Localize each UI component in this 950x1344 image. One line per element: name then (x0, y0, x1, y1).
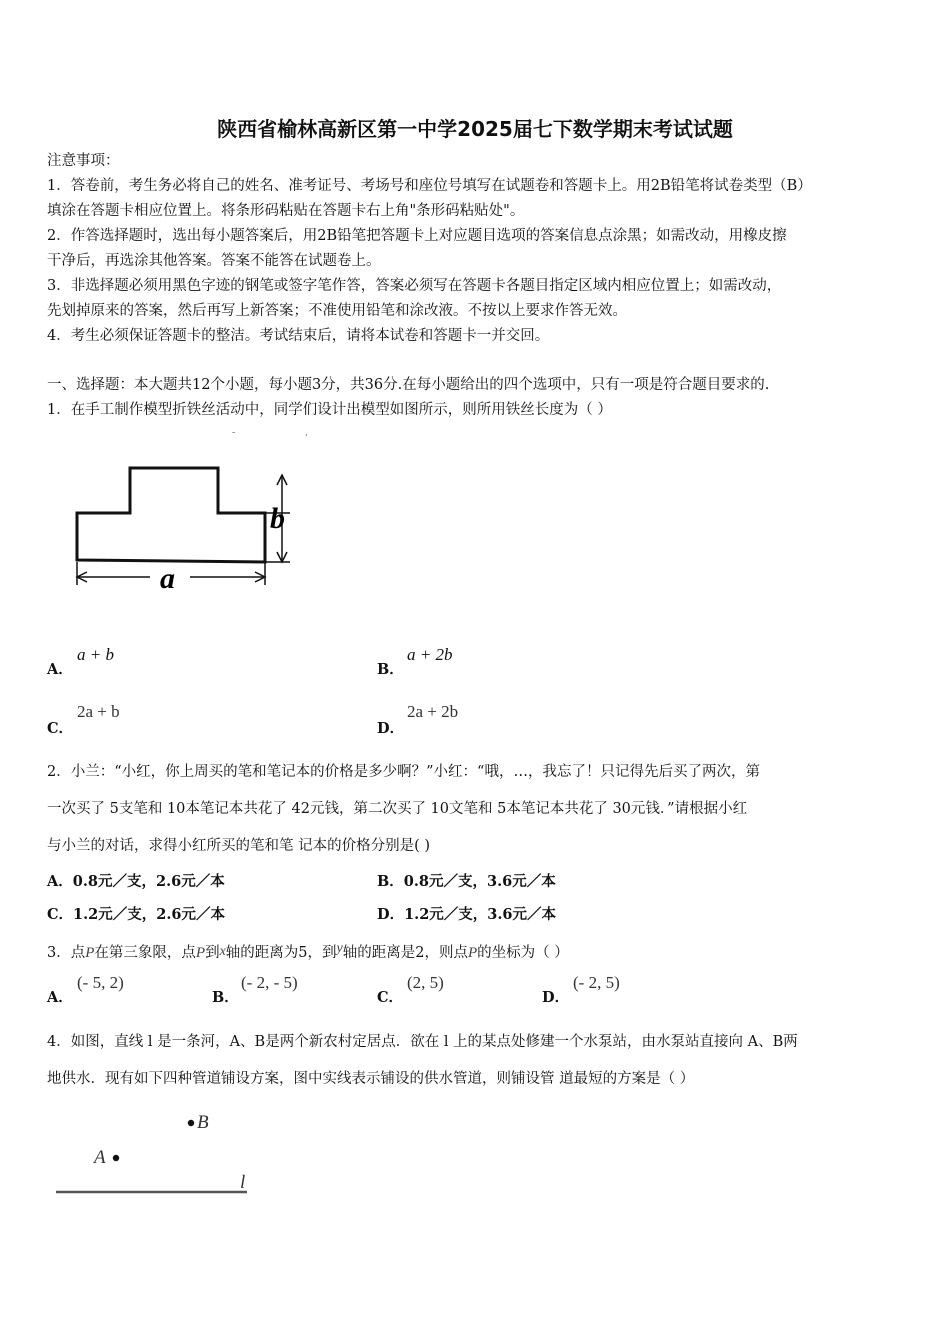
q3-option-b[interactable]: (- 2, - 5) (241, 973, 298, 992)
q1-option-b[interactable]: a + 2b (407, 645, 453, 664)
q2-option-c[interactable]: C．1.2元／支，2.6元／本 (47, 906, 225, 923)
q4-label-l: l (240, 1172, 246, 1193)
q2-stem-line-1: 2．小兰：“小红，你上周买的笔和笔记本的价格是多少啊？”小红：“哦，…，我忘了！只记得先后买了两次，第 (47, 764, 760, 780)
notice-line-1a: 1．答卷前，考生务必将自己的姓名、准考证号、考场号和座位号填写在试题卷和答题卡上。用2B铅笔将试卷类型（B） (47, 178, 812, 194)
section-heading: 一、选择题：本大题共12个小题，每小题3分，共36分.在每小题给出的四个选项中，只有一项是符合题目要求的. (47, 377, 770, 393)
q2-option-a[interactable]: A．0.8元／支，2.6元／本 (47, 873, 225, 890)
q4-figure (50, 1100, 260, 1205)
notice-line-1b: 填涂在答题卡相应位置上。将条形码粘贴在答题卡右上角"条形码粘贴处"。 (47, 203, 525, 219)
q4-stem-line-1: 4．如图，直线 l 是一条河，A、B是两个新农村定居点．欲在 l 上的某点处修建一个水泵站，由水泵站直接向 A、B两 (47, 1034, 798, 1050)
q3-option-c[interactable]: (2, 5) (407, 973, 444, 992)
q1-shape-outline (77, 468, 265, 562)
q1-option-a[interactable]: a + b (77, 645, 114, 664)
q4-label-a: A (94, 1147, 106, 1168)
q1-option-b-letter: B． (377, 661, 404, 678)
q3-option-d[interactable]: (- 2, 5) (573, 973, 620, 992)
q1-figure (60, 425, 320, 600)
q1-option-a-letter: A． (47, 661, 73, 678)
q1-option-d[interactable]: 2a + 2b (407, 702, 459, 721)
svg-text:-: - (232, 427, 236, 438)
page-title: 陕西省榆林高新区第一中学2025届七下数学期末考试试题 (217, 117, 733, 141)
q1-option-c-letter: C． (47, 720, 74, 737)
q3-option-c-letter: C． (377, 989, 404, 1006)
q3-option-d-letter: D． (542, 989, 570, 1006)
q2-option-d[interactable]: D．1.2元／支，3.6元／本 (377, 906, 557, 923)
q1-label-a: a (160, 562, 175, 595)
notice-line-4: 4．考生必须保证答题卡的整洁。考试结束后，请将本试卷和答题卡一并交回。 (47, 328, 550, 344)
q1-option-d-letter: D． (377, 720, 405, 737)
q1-option-c[interactable]: 2a + b (77, 702, 120, 721)
notice-line-2a: 2．作答选择题时，选出每小题答案后，用2B铅笔把答题卡上对应题目选项的答案信息点涂黑；如需改动，用橡皮擦 (47, 228, 787, 244)
q4-point-a (113, 1155, 119, 1161)
q3-option-a-letter: A． (47, 989, 73, 1006)
notice-heading: 注意事项： (47, 153, 120, 169)
notice-line-3b: 先划掉原来的答案，然后再写上新答案；不准使用铅笔和涂改液。不按以上要求作答无效。 (47, 303, 627, 319)
notice-line-2b: 干净后，再选涂其他答案。答案不能答在试题卷上。 (47, 253, 381, 269)
notice-line-3a: 3．非选择题必须用黑色字迹的钢笔或签字笔作答，答案必须写在答题卡各题目指定区域内相应位置上；如需改动， (47, 278, 782, 294)
q3-option-b-letter: B． (212, 989, 239, 1006)
q2-option-b[interactable]: B．0.8元／支，3.6元／本 (377, 873, 556, 890)
q4-point-b (188, 1120, 194, 1126)
svg-text:,: , (305, 427, 308, 438)
q4-label-b: B (197, 1112, 209, 1133)
q4-stem-line-2: 地供水．现有如下四种管道铺设方案，图中实线表示铺设的供水管道，则铺设管 道最短的方案是（ ） (47, 1071, 695, 1087)
q3-stem: 3．点P在第三象限，点P到x轴的距离为5，到y轴的距离是2，则点P的坐标为（ ） (47, 941, 569, 961)
q1-label-b: b (270, 502, 285, 535)
q2-stem-line-2: 一次买了 5支笔和 10本笔记本共花了 42元钱，第二次买了 10文笔和 5本笔记本共花了 30元钱．”请根据小红 (47, 801, 748, 817)
q3-option-a[interactable]: (- 5, 2) (77, 973, 124, 992)
q1-stem: 1．在手工制作模型折铁丝活动中，同学们设计出模型如图所示，则所用铁丝长度为（ ） (47, 402, 612, 418)
q2-stem-line-3: 与小兰的对话，求得小红所买的笔和笔 记本的价格分别是( ) (47, 838, 431, 854)
